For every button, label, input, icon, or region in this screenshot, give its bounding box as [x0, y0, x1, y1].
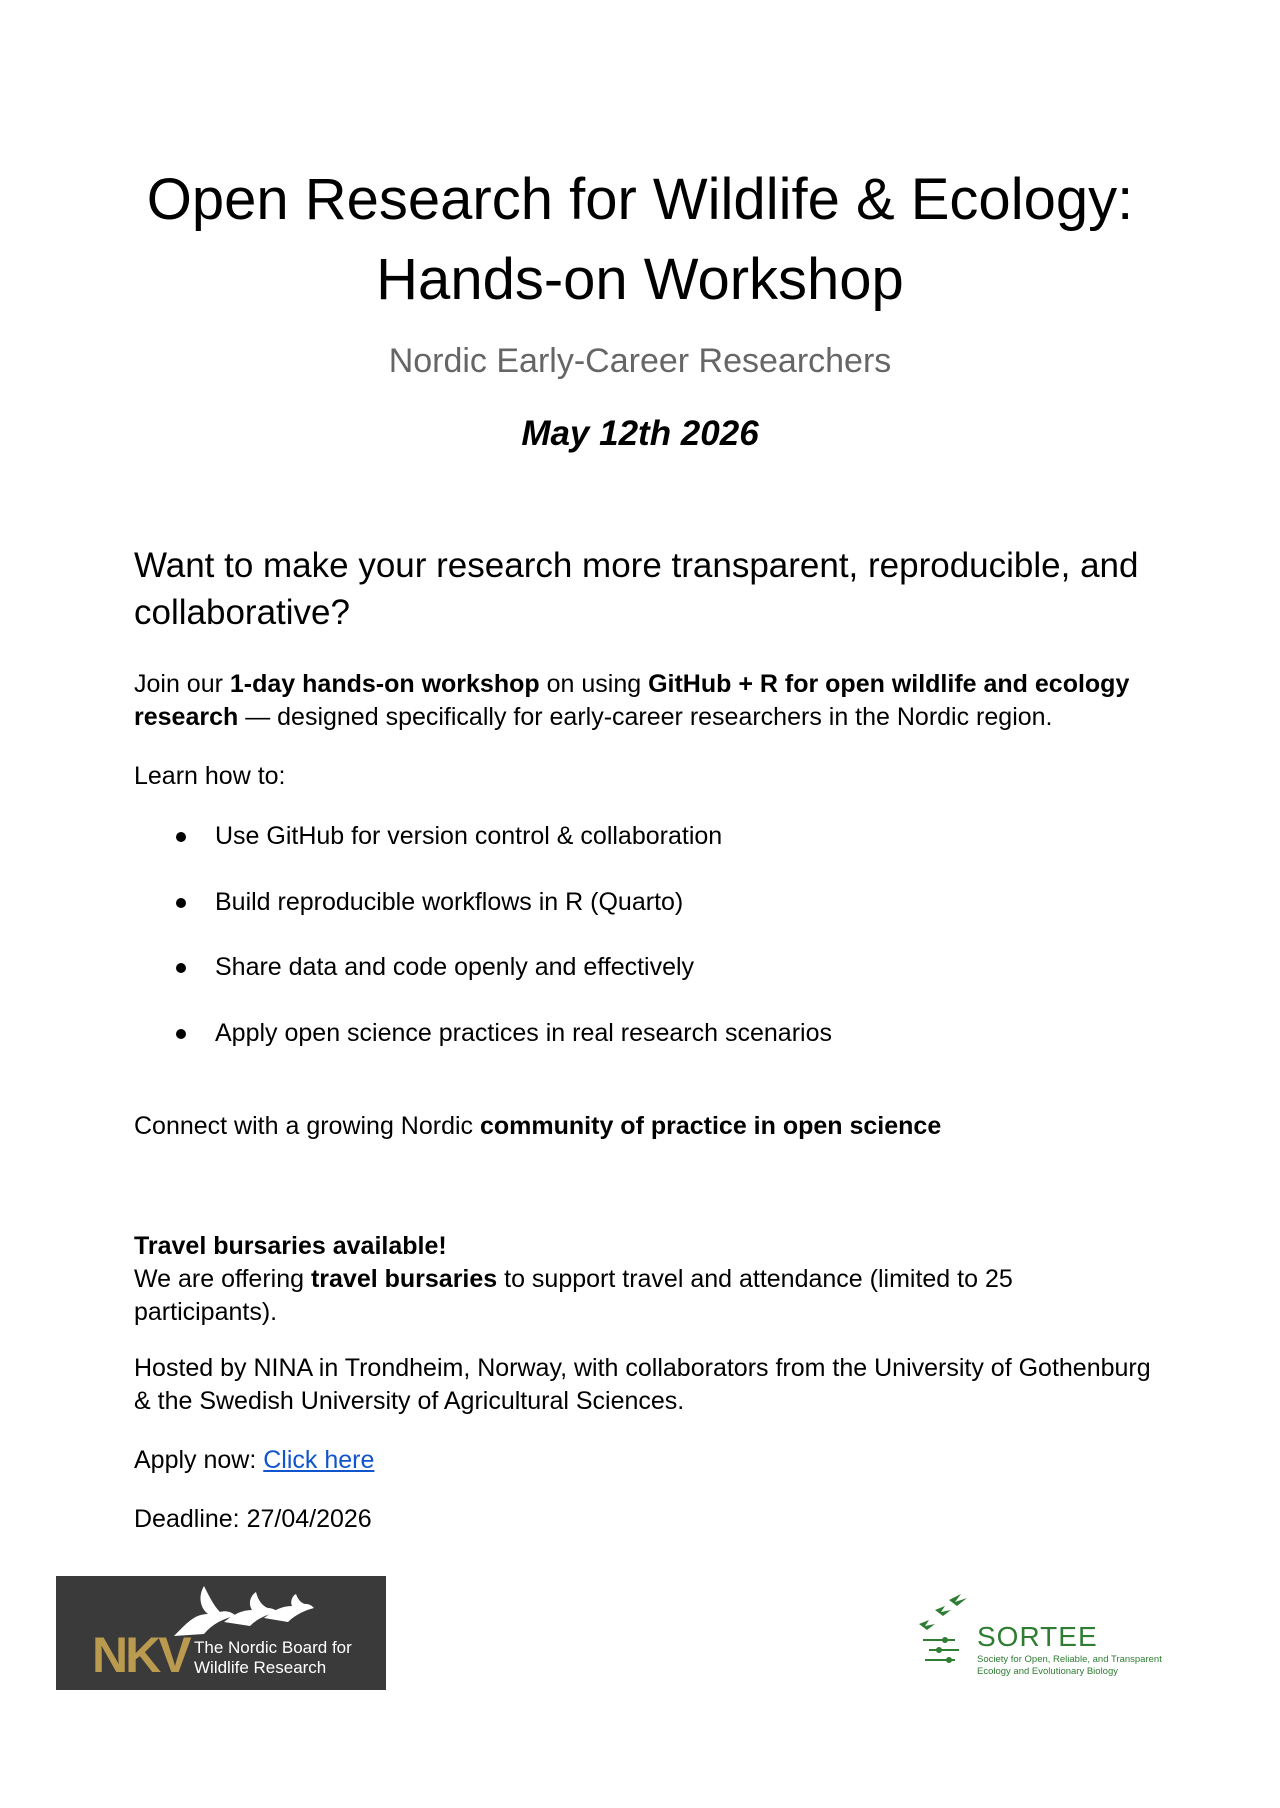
- bullet-icon: [176, 898, 186, 908]
- bullet-icon: [176, 963, 186, 973]
- intro-text-3: — designed specifically for early-career researchers in the Nordic region.: [238, 703, 1053, 731]
- sortee-tag-line-1: Society for Open, Reliable, and Transparent: [977, 1654, 1162, 1665]
- intro-bold-1: 1-day hands-on workshop: [229, 670, 540, 698]
- nkv-letters: NKV: [92, 1627, 189, 1683]
- apply-line: [134, 1444, 1154, 1477]
- list-item: [134, 1017, 1134, 1083]
- subtitle: Nordic Early-Career Researchers: [388, 342, 892, 380]
- question-heading: Want to make your research more transparent, reproducible, and collaborative?: [134, 546, 1139, 632]
- bullet-icon: [176, 832, 186, 842]
- list-item: [134, 820, 1134, 886]
- sortee-tagline: [977, 1654, 1217, 1678]
- learn-heading: Learn how to:: [134, 762, 286, 790]
- intro-bold-2: GitHub + R for open wildlife and ecology research: [134, 670, 1130, 731]
- list-item-text: Use GitHub for version control & collaboration: [215, 822, 723, 850]
- sortee-tag-line-2: Ecology and Evolutionary Biology: [977, 1666, 1119, 1677]
- event-date: May 12th 2026: [521, 414, 759, 453]
- bursary-section: [134, 1230, 1154, 1329]
- nkv-line-2: Wildlife Research: [194, 1658, 327, 1677]
- title-line-1: Open Research for Wildlife & Ecology:: [146, 167, 1134, 232]
- birds-icon: [164, 1584, 334, 1644]
- bursary-text-2: to support travel and attendance (limited to 25 participants).: [134, 1265, 1013, 1326]
- birds-icon: [915, 1588, 985, 1678]
- list-item-text: Share data and code openly and effectively: [215, 953, 695, 981]
- connect-text: Connect with a growing Nordic: [134, 1112, 480, 1140]
- page-title: [0, 160, 1280, 320]
- sortee-name: SORTEE: [977, 1621, 1098, 1652]
- list-item: [134, 886, 1134, 952]
- deadline: Deadline: 27/04/2026: [134, 1505, 372, 1533]
- apply-link[interactable]: Click here: [263, 1446, 375, 1474]
- nkv-logo: [56, 1576, 386, 1690]
- list-item-text: Apply open science practices in real research scenarios: [215, 1018, 832, 1047]
- bursary-text-1: We are offering: [134, 1265, 311, 1293]
- list-item-text: Build reproducible workflows in R (Quarto): [215, 887, 684, 916]
- sortee-logo: [915, 1588, 1205, 1678]
- bursary-bold: travel bursaries: [310, 1265, 498, 1293]
- learn-list: [134, 820, 1134, 1082]
- list-item: [134, 951, 1134, 1017]
- bursary-heading: Travel bursaries available!: [134, 1232, 447, 1260]
- intro-text-2: on using: [539, 670, 649, 698]
- hosted-paragraph: Hosted by NINA in Trondheim, Norway, with collaborators from the University of Gothenburg & the Swedish University of Agricultural Sciences.: [134, 1354, 1151, 1415]
- intro-text-1: Join our: [134, 670, 230, 698]
- apply-label: Apply now:: [134, 1446, 264, 1474]
- connect-paragraph: [134, 1110, 1154, 1143]
- connect-bold: community of practice in open science: [480, 1112, 942, 1140]
- nkv-line-1: The Nordic Board for: [194, 1638, 352, 1657]
- bullet-icon: [176, 1029, 186, 1039]
- intro-paragraph: [134, 668, 1154, 734]
- nkv-text: [194, 1638, 352, 1678]
- title-line-2: Hands-on Workshop: [376, 247, 904, 312]
